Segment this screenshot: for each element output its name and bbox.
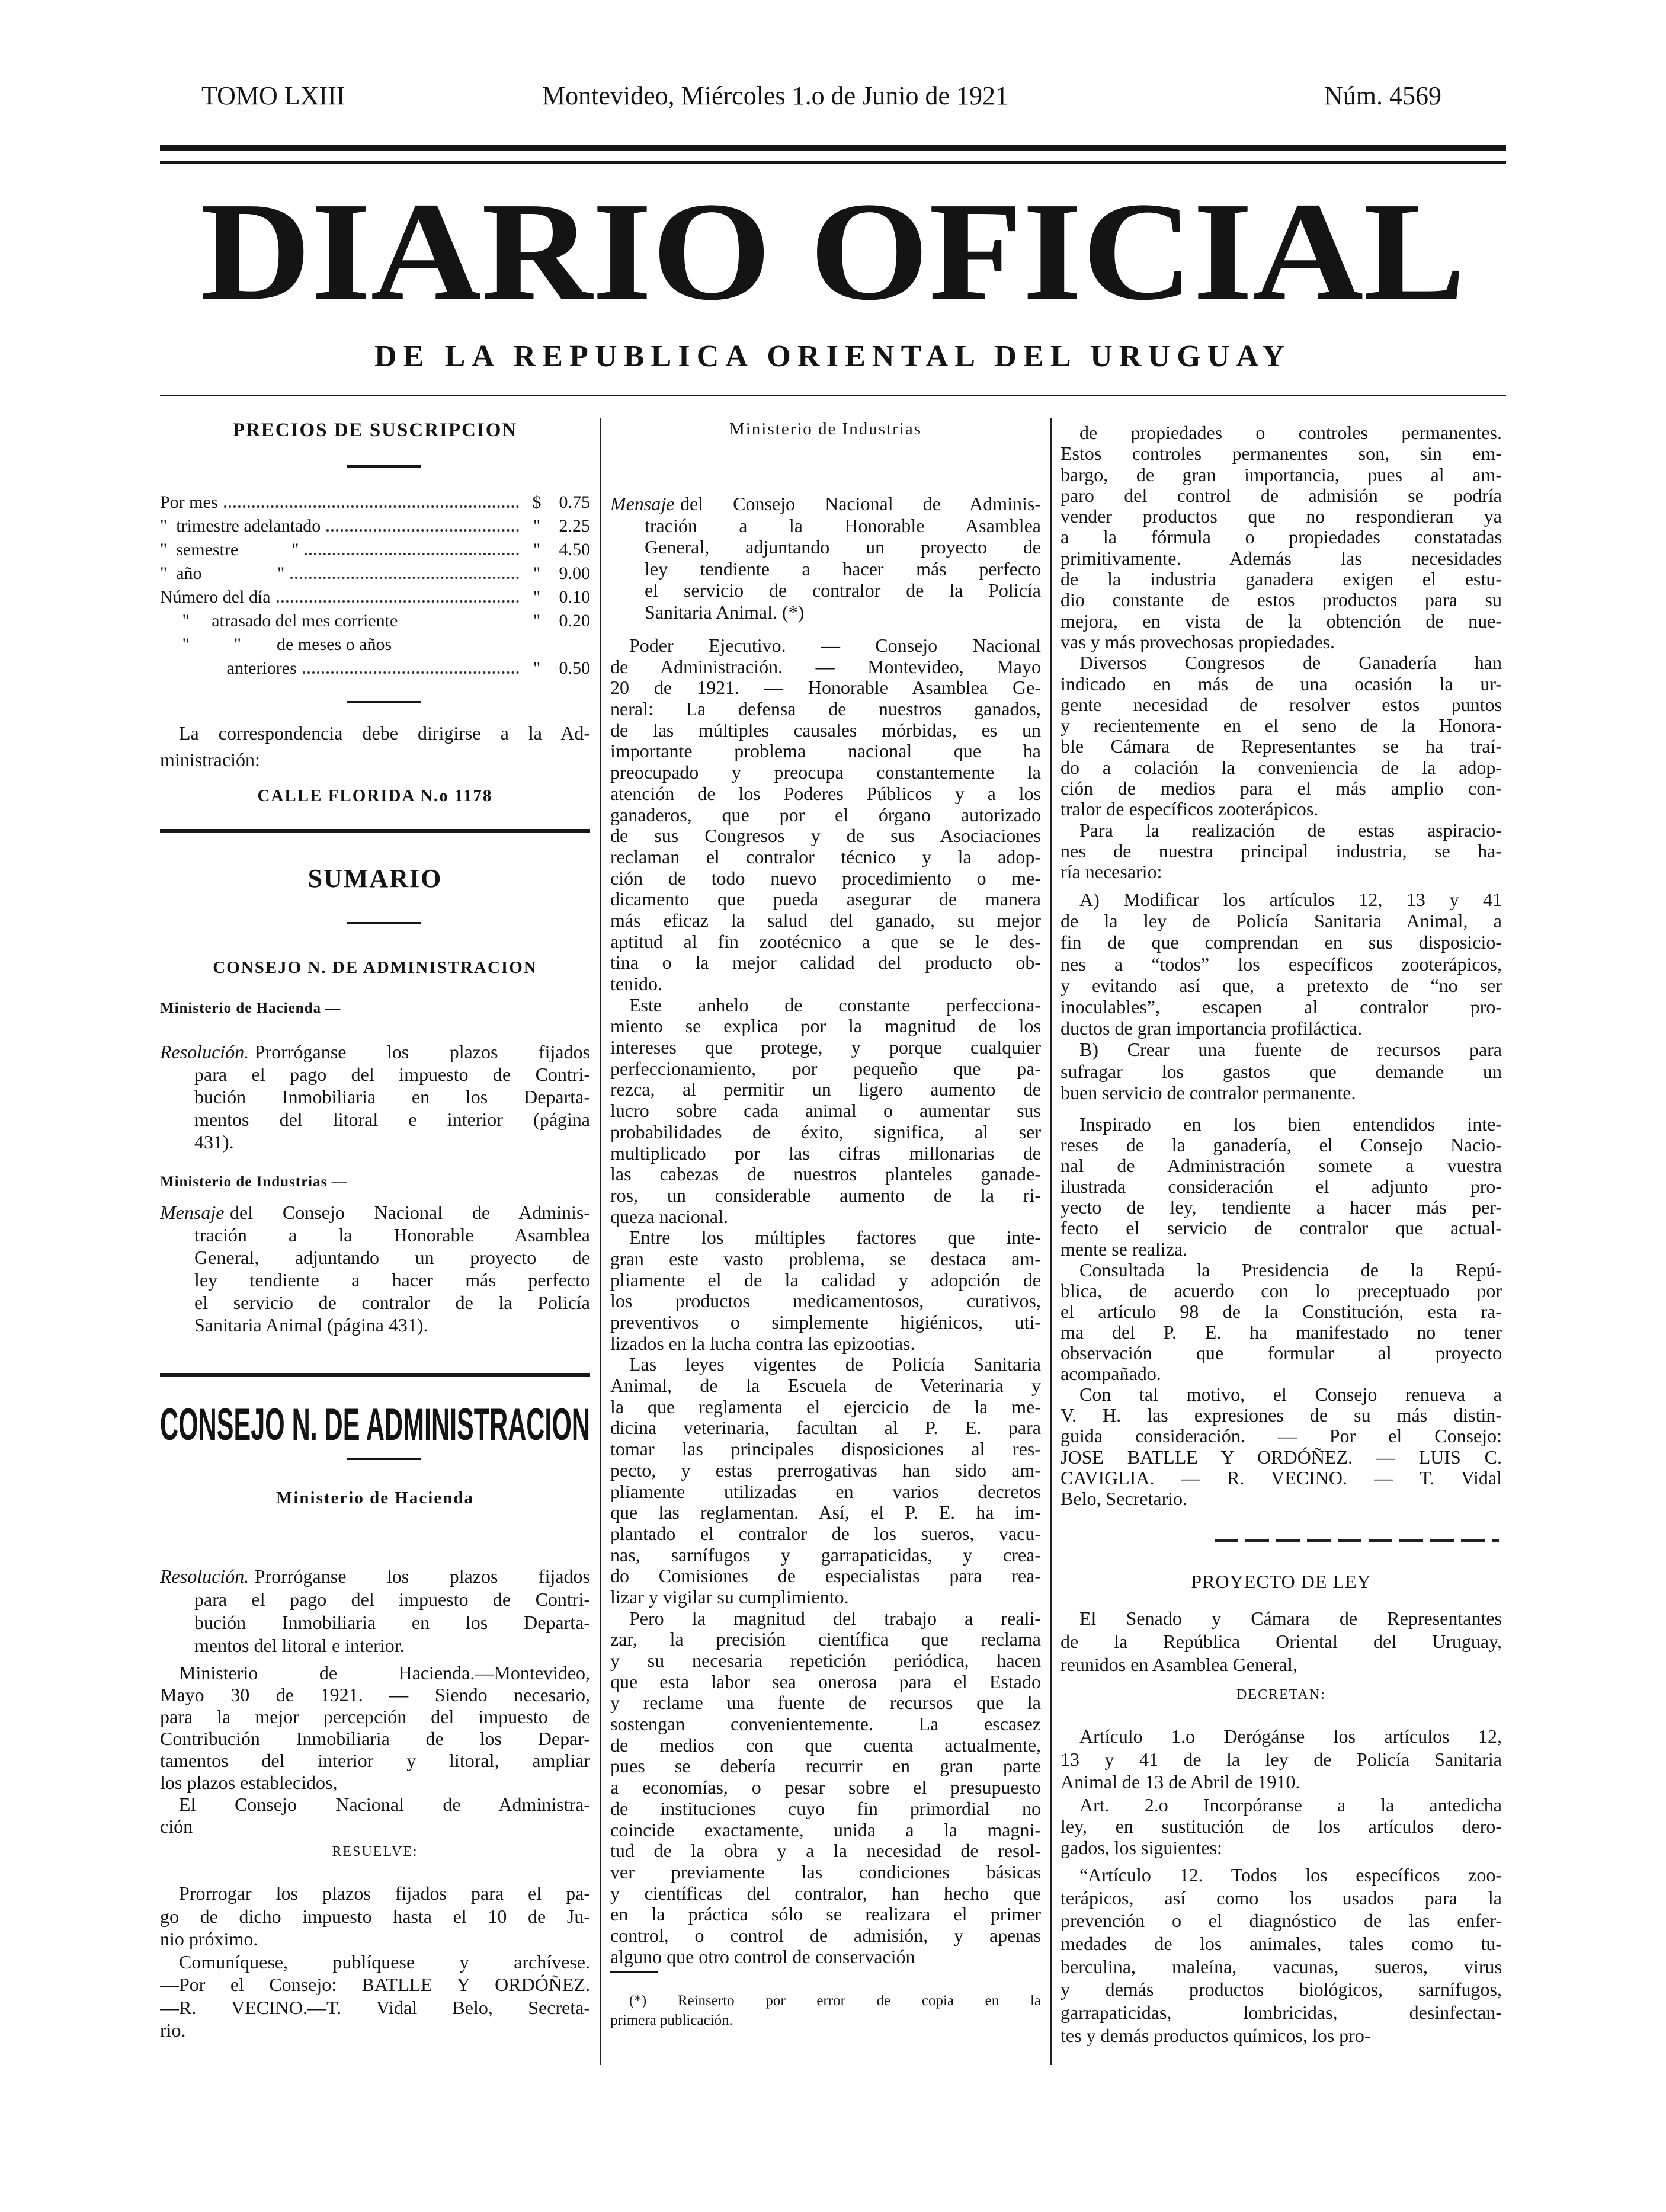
text-line: acompañado.	[1061, 1363, 1161, 1385]
text-line	[160, 1041, 590, 1063]
text-line: gran este vasto problema, se destaca am-	[610, 1248, 1041, 1269]
text-line: inoculables”, escapen al contralor pro-	[1061, 995, 1502, 1017]
dot-leader	[305, 553, 519, 555]
volume-label: TOMO LXIII	[201, 81, 345, 110]
text-line: de la República Oriental del Uruguay,	[1061, 1631, 1502, 1652]
price-row	[160, 657, 590, 680]
text-line: nal de Administración somete a vuestra	[1061, 1155, 1502, 1177]
price-label: " " de meses o años	[160, 635, 392, 654]
text-line: de propiedades o controles permanentes.	[1079, 422, 1502, 443]
text-line: intereses que protege, y porque cualquier	[610, 1037, 1041, 1058]
decorative-rule	[1215, 1539, 1499, 1542]
bill-heading: PROYECTO DE LEY	[1191, 1571, 1372, 1592]
paragraph	[160, 1794, 590, 1838]
text-line: ver previamente las condiciones básicas	[610, 1861, 1041, 1883]
price-label: Por mes	[160, 492, 218, 512]
text-line: do a colación la conveniencia de la adop-	[1061, 757, 1502, 778]
text-line: La correspondencia debe dirigirse a la Ad-	[179, 722, 590, 744]
text-line: primera publicación.	[610, 2012, 733, 2028]
masthead-top-rule-thin	[160, 161, 1506, 164]
text-line: los productos medicamentosos, curativos,	[610, 1291, 1041, 1312]
text-line: gente necesidad de resolver estos puntos	[1061, 694, 1502, 715]
text-line	[610, 493, 1041, 515]
text-line: la que reglamenta el ejercicio de la me-	[610, 1396, 1041, 1417]
text-line: ductos de gran importancia profiláctica.	[1061, 1017, 1363, 1039]
paragraph	[610, 1354, 1041, 1608]
article-12	[1061, 1864, 1502, 2047]
text-line: 431).	[194, 1131, 234, 1153]
paragraph	[1061, 1114, 1502, 1260]
text-line: dio constante de estos productos para su	[1061, 590, 1502, 611]
price-label: " atrasado del mes corriente	[160, 611, 398, 630]
section-rule	[160, 829, 590, 833]
text-line: coincide exactamente, unida a la magni-	[610, 1819, 1041, 1840]
price-currency: "	[533, 564, 541, 583]
text-line: rezca, al permitir un ligero aumento de	[610, 1079, 1041, 1100]
text-line: de medios con que cuenta actualmente,	[610, 1734, 1041, 1756]
text-line: pecto, y estas prerrogativas han sido am-	[610, 1459, 1041, 1481]
text-line: ley tendiente a hacer más perfecto	[645, 558, 1041, 580]
summary-council-heading: CONSEJO N. DE ADMINISTRACION	[213, 958, 537, 977]
text-line: las cabezas de nuestros planteles ganade-	[610, 1164, 1041, 1185]
text-line: y demás productos biológicos, sarnífugos,	[1061, 1979, 1502, 2000]
text-line: de la industria ganadera exigen el estu-	[1061, 569, 1502, 590]
text-line: General, adjuntando un proyecto de	[194, 1247, 590, 1268]
text-line: para el pago del impuesto de Contri-	[194, 1589, 590, 1610]
resolves-label: RESUELVE:	[332, 1844, 418, 1859]
text-line: miento se explica por la magnitud de los	[610, 1016, 1041, 1037]
text-line: ma del P. E. ha manifestado no tener	[1061, 1321, 1502, 1343]
text-line: tenido.	[610, 974, 662, 994]
price-row	[160, 491, 590, 514]
price-label: " año "	[160, 564, 285, 583]
dot-leader	[303, 671, 519, 674]
text-line: mentos del litoral e interior (página	[194, 1109, 590, 1130]
text-line: ilustrada consideración el adjunto pro-	[1061, 1176, 1502, 1198]
price-value: 0.20	[559, 611, 590, 630]
text-line: y su necesaria repetición periódica, hacen	[610, 1650, 1041, 1671]
column-divider	[600, 418, 601, 2065]
price-row	[160, 609, 590, 633]
text-line: vender productos que no respondieran ya	[1061, 506, 1502, 527]
footnote	[610, 1991, 1041, 2030]
text-line: —R. VECINO.—T. Vidal Belo, Secreta-	[160, 1996, 590, 2018]
paragraph	[1061, 820, 1502, 883]
text-line: tes y demás productos químicos, los pro-	[1061, 2024, 1371, 2046]
text-line: Animal, de la Escuela de Veterinaria y	[610, 1375, 1041, 1397]
text-line: go de dicho impuesto hasta el 10 de Ju-	[160, 1905, 590, 1927]
dot-leader	[224, 505, 520, 508]
paragraph	[1061, 889, 1502, 1039]
text-line: primitivamente. Además las necesidades	[1061, 548, 1502, 569]
text-line: indicado en más de una ocasión la ur-	[1061, 673, 1502, 694]
message-closing	[1061, 1114, 1502, 1509]
text-line: que las reglamentan. Así, el P. E. ha im-	[610, 1502, 1041, 1523]
text-line: Inspirado en los bien entendidos inte-	[1079, 1114, 1502, 1135]
resolution-summary	[160, 1565, 590, 1657]
text-line: queza nacional.	[610, 1206, 728, 1227]
text-line: tud de la obra y a la necesidad de resol-	[610, 1840, 1041, 1862]
price-row	[160, 633, 590, 657]
short-rule	[347, 1458, 421, 1460]
text-line: mejora, en vista de la obtención de nue-	[1061, 610, 1502, 632]
masthead-top-rule	[160, 145, 1506, 151]
text-line: Art. 2.o Incorpóranse a la antedicha	[1079, 1794, 1502, 1816]
section-title	[159, 1398, 591, 1445]
paragraph	[610, 1991, 1041, 2030]
paragraph	[1061, 1607, 1502, 1676]
text-line: en la práctica sólo se realizara el primer	[610, 1904, 1041, 1925]
issue-number: Núm. 4569	[1324, 81, 1441, 110]
column-divider	[1050, 418, 1052, 2065]
text-line: tina o la mejor calidad del producto ob-	[610, 952, 1041, 974]
message-body	[610, 635, 1041, 1967]
text-line: alguno que otro control de conservación	[610, 1946, 915, 1967]
paragraph	[610, 995, 1041, 1228]
text-line: Las leyes vigentes de Policía Sanitaria	[629, 1354, 1041, 1375]
section-rule	[160, 1373, 590, 1377]
line-text: del Consejo Nacional de Adminis-	[230, 1202, 590, 1223]
text-line: dicina veterinaria, facultan al P. E. para	[610, 1417, 1041, 1439]
text-line	[160, 1201, 590, 1224]
text-line: ción de medios para el más amplio con-	[1061, 778, 1502, 799]
paragraph	[1061, 1725, 1502, 1794]
section-title-text: CONSEJO N. DE ADMINISTRACION	[160, 1400, 590, 1445]
correspondence-note	[160, 720, 590, 773]
text-line: sostengan convenientemente. La escasez	[610, 1714, 1041, 1735]
text-line: y reclame una fuente de recursos que la	[610, 1692, 1041, 1714]
subscription-heading: PRECIOS DE SUSCRIPCION	[232, 420, 518, 441]
text-line: Para la realización de estas aspiracio-	[1079, 820, 1502, 841]
footnote-rule	[610, 1971, 658, 1973]
text-line: pliamente el de la calidad y adopción de	[610, 1269, 1041, 1291]
price-value: 2.25	[559, 516, 590, 536]
text-line: El Senado y Cámara de Representantes	[1079, 1608, 1502, 1629]
text-line: importante problema nacional que ha	[610, 741, 1041, 762]
paragraph	[160, 1662, 590, 1794]
text-line: “Artículo 12. Todos los específicos zoo-	[1079, 1864, 1502, 1886]
price-currency: $	[532, 492, 542, 512]
text-line: nas, sarnífugos y garrapaticidas, y crea-	[610, 1544, 1041, 1566]
text-line: aptitud al fin zootécnico a que se le des-	[610, 931, 1041, 952]
dot-leader	[326, 529, 519, 532]
ministry-heading: Ministerio de Industrias	[729, 420, 922, 438]
text-line: sufragar los gastos que demande un	[1061, 1060, 1502, 1082]
text-line: General, adjuntando un proyecto de	[645, 536, 1041, 558]
price-currency: "	[533, 611, 541, 630]
text-line: El Consejo Nacional de Administra-	[179, 1794, 590, 1815]
text-line: 20 de 1921. — Honorable Asamblea Ge-	[610, 677, 1041, 699]
text-line: a economías, o pesar sobre el presupuesto	[610, 1777, 1041, 1798]
text-line: reclaman el contralor técnico y la adop-	[610, 846, 1041, 867]
paragraph	[160, 1882, 590, 1951]
text-line: Sanitaria Animal. (*)	[645, 601, 805, 623]
text-line: B) Crear una fuente de recursos para	[1079, 1039, 1502, 1061]
text-line: observación que formular al proyecto	[1061, 1343, 1502, 1364]
paragraph	[160, 1951, 590, 2042]
bill-intro	[1061, 1607, 1502, 1676]
text-line: de sus Congresos y de sus Asociaciones	[610, 825, 1041, 847]
text-line: yecto de ley, tendiente a hacer más per-	[1061, 1197, 1502, 1218]
text-line: bución Inmobiliaria en los Departa-	[194, 1612, 590, 1633]
text-line: probabilidades de éxito, significa, al ser	[610, 1121, 1041, 1142]
text-line: Animal de 13 de Abril de 1910.	[1061, 1771, 1300, 1793]
masthead-title	[196, 188, 1475, 307]
price-label: " trimestre adelantado	[160, 516, 321, 536]
text-line: los plazos establecidos,	[160, 1772, 338, 1793]
line-text: del Consejo Nacional de Adminis-	[680, 493, 1041, 514]
text-line: Artículo 1.o Derógánse los artículos 12,	[1079, 1726, 1502, 1747]
text-line: de las múltiples causales mórbidas, es un	[610, 719, 1041, 741]
text-line: reunidos en Asamblea General,	[1061, 1654, 1297, 1675]
paragraph	[610, 493, 1041, 623]
text-line: y científicas del contralor, han hecho que	[610, 1883, 1041, 1904]
text-line: Ministerio de Hacienda.—Montevideo,	[179, 1662, 590, 1683]
paragraph	[610, 1608, 1041, 1968]
text-line: Prorrogar los plazos fijados para el pa-	[179, 1883, 590, 1904]
text-line: (*) Reinserto por error de copia en la	[629, 1993, 1041, 2009]
text-line: paro del control de admisión se podría	[1061, 485, 1502, 506]
text-line: y evitando así que, a pretexto de “no ser	[1061, 974, 1502, 996]
text-line: Poder Ejecutivo. — Consejo Nacional	[629, 635, 1041, 656]
text-line: que esta labor sea onerosa para el Estado	[610, 1671, 1041, 1692]
text-line: preocupado y preocupa constantemente la	[610, 762, 1041, 783]
text-line: perfeccionamiento, por pequeño que pa-	[610, 1058, 1041, 1079]
short-rule	[347, 465, 421, 468]
text-line: Sanitaria Animal (página 431).	[194, 1314, 428, 1336]
paragraph	[160, 1565, 590, 1657]
price-value: 0.50	[559, 658, 590, 678]
subscription-price-table	[160, 491, 590, 680]
text-line: y recientemente en el seno de la Honora-	[1061, 715, 1502, 737]
text-line: tomar las principales disposiciones al res-	[610, 1439, 1041, 1460]
text-line: buen servicio de contralor permanente.	[1061, 1081, 1356, 1103]
message-body-continued	[1061, 422, 1502, 883]
text-line: el servicio de contralor de la Policía	[194, 1292, 590, 1313]
text-line: tralor de específicos zooterápicos.	[1061, 799, 1319, 820]
text-line: reses de la ganadería, el Consejo Nacio-	[1061, 1135, 1502, 1156]
text-line: rio.	[160, 2019, 186, 2041]
text-line: el artículo 98 de la Constitución, esta ra-	[1061, 1301, 1502, 1322]
summary-ministry-hacienda: Ministerio de Hacienda —	[160, 1000, 341, 1016]
text-line: do Comisiones de especialistas para rea-	[610, 1566, 1041, 1587]
paragraph	[160, 1201, 590, 1336]
text-line: blica, de acuerdo con lo preceptuado por	[1061, 1280, 1502, 1301]
summary-item-resolution	[160, 1041, 590, 1153]
paragraph	[610, 635, 1041, 995]
text-line: Comuníquese, publíquese y archívese.	[179, 1951, 590, 1973]
paragraph	[1061, 652, 1502, 820]
text-line: 13 y 41 de la ley de Policía Sanitaria	[1061, 1748, 1502, 1770]
price-currency: "	[533, 540, 541, 559]
paragraph	[1061, 422, 1502, 652]
masthead-bottom-rule	[160, 395, 1506, 396]
text-line: Belo, Secretario.	[1061, 1488, 1188, 1509]
text-line: para la mejor percepción del impuesto de	[160, 1706, 590, 1727]
text-line: vas y más provechosas propiedades.	[1061, 631, 1335, 652]
text-line: Con tal motivo, el Consejo renueva a	[1079, 1384, 1502, 1406]
text-line: control, o control de admisión, y apenas	[610, 1925, 1041, 1946]
text-line: terápicos, así como los usados para la	[1061, 1887, 1502, 1909]
dot-leader	[290, 577, 519, 579]
text-line: A) Modificar los artículos 12, 13 y 41	[1079, 889, 1502, 910]
text-line: lizados en la lucha contra las epizootias.	[610, 1333, 915, 1354]
text-line: dicamento que pueda asegurar de manera	[610, 889, 1041, 910]
text-line: para el pago del impuesto de Contri-	[194, 1064, 590, 1085]
text-line: medades de los animales, tales como tu-	[1061, 1933, 1502, 1955]
paragraph	[160, 720, 590, 773]
address: CALLE FLORIDA N.o 1178	[257, 786, 493, 805]
article-2	[1061, 1794, 1502, 1858]
line-text: Prorróganse los plazos fijados	[254, 1041, 590, 1062]
text-line: fin de que comprendan en sus disposicio-	[1061, 931, 1502, 953]
price-currency: "	[533, 587, 541, 607]
price-row	[160, 514, 590, 538]
text-line	[160, 1565, 590, 1588]
text-line: zar, la precisión científica que reclama	[610, 1629, 1041, 1650]
text-line: preventivos o simplemente higiénicos, uti-	[610, 1312, 1041, 1333]
ministry-heading: Ministerio de Hacienda	[276, 1488, 474, 1507]
price-currency: "	[533, 516, 541, 536]
masthead-subtitle-text: DE LA REPUBLICA ORIENTAL DEL URUGUAY	[374, 340, 1284, 373]
masthead-subtitle	[372, 335, 1287, 373]
text-line: V. H. las expresiones de su más distin-	[1061, 1405, 1502, 1426]
paragraph	[610, 1227, 1041, 1354]
text-line: ble Cámara de Representantes se ha traí-	[1061, 736, 1502, 757]
text-line: plantado el contralor de los sueros, vacu-	[610, 1523, 1041, 1544]
text-line: berculina, maleína, vacunas, sueros, virus	[1061, 1955, 1502, 1977]
text-line: pues se debería recurrir en gran parte	[610, 1756, 1041, 1777]
text-line: Consultada la Presidencia de la Repú-	[1079, 1259, 1502, 1281]
text-line: multiplicado por las cifras millonarias de	[610, 1142, 1041, 1164]
text-line: Diversos Congresos de Ganadería han	[1079, 652, 1502, 674]
decree-label: DECRETAN:	[1236, 1687, 1326, 1702]
text-line: ción de todo nuevo procedimiento o me-	[610, 867, 1041, 889]
text-line: de instituciones cuyo fin primordial no	[610, 1798, 1041, 1819]
text-line: más eficaz la salud del ganado, su mejor	[610, 910, 1041, 931]
text-line: ganaderos, que por el órgano autorizado	[610, 804, 1041, 825]
paragraph	[1061, 1864, 1502, 2047]
price-label: Número del día	[160, 587, 271, 607]
text-line: tración a la Honorable Asamblea	[645, 514, 1041, 536]
dot-leader	[277, 600, 519, 603]
text-line: de la ley de Policía Sanitaria Animal, a	[1061, 910, 1502, 932]
text-line: a la fórmula o propiedades constatadas	[1061, 527, 1502, 548]
text-line: ción	[160, 1816, 193, 1837]
text-line: lizar y vigilar su cumplimiento.	[610, 1586, 849, 1608]
text-line: JOSE BATLLE Y ORDÓÑEZ. — LUIS C.	[1061, 1446, 1502, 1468]
lead-word: Resolución.	[160, 1566, 249, 1587]
text-line: ría necesario:	[1061, 862, 1162, 883]
text-line: neral: La defensa de nuestros ganados,	[610, 699, 1041, 720]
text-line: Este anhelo de constante perfecciona-	[629, 994, 1041, 1016]
text-line: ley tendiente a hacer más perfecto	[194, 1269, 590, 1291]
text-line: prevención o el diagnóstico de las enfer-	[1061, 1910, 1502, 1932]
paragraph	[1061, 1384, 1502, 1509]
short-rule	[347, 922, 421, 924]
short-rule	[347, 701, 421, 703]
paragraph	[160, 1041, 590, 1153]
price-row	[160, 562, 590, 585]
text-line: atención de los Poderes Públicos y a los	[610, 783, 1041, 804]
text-line: el servicio de contralor de la Policía	[645, 580, 1041, 601]
text-line: gados, los siguientes:	[1061, 1837, 1222, 1858]
summary-heading: SUMARIO	[307, 864, 443, 893]
dateline: Montevideo, Miércoles 1.o de Junio de 1921	[542, 81, 1008, 110]
price-currency: "	[533, 658, 541, 678]
text-line: guida consideración. — Por el Consejo:	[1061, 1426, 1502, 1447]
text-line: —Por el Consejo: BATLLE Y ORDÓÑEZ.	[160, 1974, 590, 1995]
resolution-preamble	[160, 1662, 590, 1838]
paragraph	[1061, 1260, 1502, 1385]
line-text: Prorróganse los plazos fijados	[254, 1566, 590, 1587]
resolution-text	[160, 1882, 590, 2042]
text-line: mente se realiza.	[1061, 1238, 1188, 1260]
text-line: ministración:	[160, 749, 260, 770]
price-row	[160, 585, 590, 609]
text-line: Pero la magnitud del trabajo a reali-	[629, 1608, 1041, 1629]
summary-ministry-industrias: Ministerio de Industrias —	[160, 1174, 347, 1190]
price-value: 9.00	[559, 564, 590, 583]
text-line: de Administración. — Montevideo, Mayo	[610, 656, 1041, 677]
text-line: ley, en sustitución de los artículos dero-	[1061, 1816, 1502, 1837]
summary-item-message	[160, 1201, 590, 1336]
text-line: Contribución Inmobiliaria de los Depar-	[160, 1728, 590, 1749]
text-line: bargo, de gran importancia, pues al am-	[1061, 464, 1502, 485]
paragraph	[1061, 1794, 1502, 1858]
price-label: anteriores	[160, 658, 297, 678]
message-title	[610, 493, 1041, 623]
price-row	[160, 538, 590, 562]
text-line: bución Inmobiliaria en los Departa-	[194, 1086, 590, 1107]
text-line: Estos controles permanentes son, sin em-	[1061, 443, 1502, 465]
price-label: " semestre "	[160, 540, 299, 559]
text-line: fecto el servicio de contralor que actual-	[1061, 1218, 1502, 1239]
masthead-title-text: DIARIO OFICIAL	[200, 188, 1466, 307]
text-line: nes a “todos” los específicos zooterápicos,	[1061, 953, 1502, 975]
text-line: mentos del litoral e interior.	[194, 1635, 405, 1656]
text-line: Mayo 30 de 1921. — Siendo necesario,	[160, 1684, 590, 1705]
text-line: garrapaticidas, lombricidas, desinfectan-	[1061, 2002, 1502, 2024]
text-line: CAVIGLIA. — R. VECINO. — T. Vidal	[1061, 1467, 1502, 1488]
price-value: 0.10	[559, 587, 590, 607]
text-line: tración a la Honorable Asamblea	[194, 1224, 590, 1246]
text-line: Entre los múltiples factores que inte-	[629, 1227, 1041, 1249]
lead-word: Resolución.	[160, 1041, 249, 1062]
article-1	[1061, 1725, 1502, 1794]
proposals-list	[1061, 889, 1502, 1103]
price-value: 4.50	[559, 540, 590, 559]
text-line: ros, un considerable aumento de la ri-	[610, 1185, 1041, 1206]
text-line: lucro sobre cada animal o aumentar sus	[610, 1100, 1041, 1122]
price-value: 0.75	[559, 492, 590, 512]
text-line: pliamente utilizadas en varios decretos	[610, 1481, 1041, 1502]
text-line: nio próximo.	[160, 1928, 258, 1949]
paragraph	[1061, 1039, 1502, 1103]
text-line: tamentos del interior y litoral, ampliar	[160, 1750, 590, 1771]
text-line: nes de nuestra principal industria, se ha-	[1061, 840, 1502, 862]
lead-word: Mensaje	[610, 493, 675, 514]
lead-word: Mensaje	[160, 1202, 225, 1223]
